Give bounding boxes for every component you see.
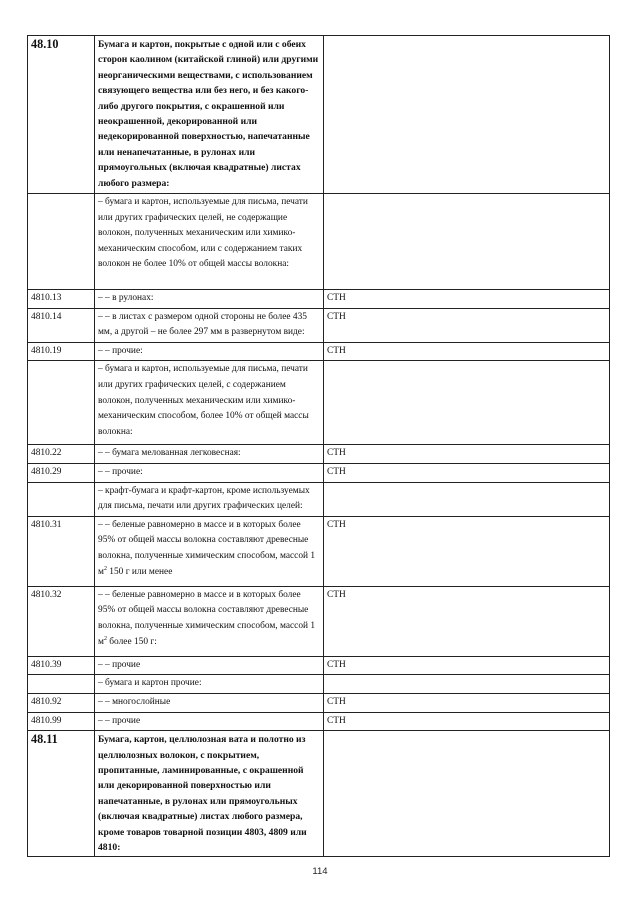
table-row bbox=[28, 675, 610, 694]
table-row bbox=[28, 731, 610, 857]
subheading-rule: СТН bbox=[324, 693, 610, 712]
superscript: 2 bbox=[103, 635, 107, 642]
table-row bbox=[28, 308, 610, 342]
table-row bbox=[28, 194, 610, 290]
subheading-description: – – многослойные bbox=[95, 693, 324, 712]
subheading-description: – крафт-бумага и крафт-картон, кроме используемых для письма, печати или других графических целей: bbox=[95, 482, 324, 516]
subheading-code: 4810.99 bbox=[28, 712, 95, 731]
subheading-rule bbox=[324, 675, 610, 694]
table-row bbox=[28, 342, 610, 361]
table-row bbox=[28, 445, 610, 464]
subheading-description: – – в листах с размером одной стороны не более 435 мм, а другой – не более 297 мм в развернутом виде: bbox=[95, 308, 324, 342]
subheading-description: – – прочие: bbox=[95, 342, 324, 361]
subheading-description: – – прочие bbox=[95, 656, 324, 675]
subheading-rule: СТН bbox=[324, 290, 610, 309]
subheading-code: 4810.14 bbox=[28, 308, 95, 342]
heading-rule bbox=[324, 36, 610, 194]
subheading-code: 4810.92 bbox=[28, 693, 95, 712]
subheading-rule bbox=[324, 194, 610, 290]
table-row bbox=[28, 361, 610, 445]
superscript: 2 bbox=[103, 565, 107, 572]
table-row bbox=[28, 516, 610, 586]
table-row bbox=[28, 36, 610, 194]
subheading-description: – – бумага мелованная легковесная: bbox=[95, 445, 324, 464]
heading-rule bbox=[324, 731, 610, 857]
subheading-code bbox=[28, 482, 95, 516]
subheading-description bbox=[95, 586, 324, 656]
heading-description: Бумага, картон, целлюлозная вата и полотно из целлюлозных волокон, с покрытием, пропитанные, ламинированные, с окрашенной или декорированной поверхностью или напечатанные, в рулонах или прямоугольных (включая квадратные) листах любого размера, кроме товаров товарной позиции 4803, 4809 или 4810: bbox=[95, 731, 324, 857]
heading-description: Бумага и картон, покрытые с одной или с обеих сторон каолином (китайской глиной) или другими неорганическими веществами, с использованием связующего вещества или без него, и без какого-либо другого покрытия, с окрашенной или неокрашенной, декорированной или недекорированной поверхностью, напечатанные или ненапечатанные, в рулонах или прямоугольных (включая квадратные) листах любого размера: bbox=[95, 36, 324, 194]
table-row bbox=[28, 290, 610, 309]
subheading-code: 4810.29 bbox=[28, 463, 95, 482]
subheading-description: – – в рулонах: bbox=[95, 290, 324, 309]
description-text: более 150 г: bbox=[106, 636, 157, 647]
description-text: – – беленые равномерно в массе и в которых более 95% от общей массы волокна составляют древесные волокна, полученные химическим способом, массой 1 м bbox=[98, 589, 316, 647]
subheading-description: – бумага и картон, используемые для письма, печати или других графических целей, с содержанием волокон, полученных механическим или химико-механическим способом, более 10% от общей массы волокна: bbox=[95, 361, 324, 445]
subheading-code: 4810.31 bbox=[28, 516, 95, 586]
subheading-rule: СТН bbox=[324, 342, 610, 361]
table-row bbox=[28, 693, 610, 712]
subheading-rule: СТН bbox=[324, 516, 610, 586]
subheading-code: 4810.22 bbox=[28, 445, 95, 464]
subheading-rule: СТН bbox=[324, 445, 610, 464]
subheading-code bbox=[28, 361, 95, 445]
table-row bbox=[28, 463, 610, 482]
description-text: 150 г или менее bbox=[106, 566, 173, 577]
table-row bbox=[28, 482, 610, 516]
subheading-code bbox=[28, 675, 95, 694]
subheading-code: 4810.19 bbox=[28, 342, 95, 361]
table-row bbox=[28, 586, 610, 656]
table-row bbox=[28, 712, 610, 731]
subheading-rule bbox=[324, 482, 610, 516]
subheading-description: – – прочие: bbox=[95, 463, 324, 482]
subheading-rule: СТН bbox=[324, 308, 610, 342]
subheading-description: – бумага и картон прочие: bbox=[95, 675, 324, 694]
subheading-code: 4810.39 bbox=[28, 656, 95, 675]
subheading-rule: СТН bbox=[324, 586, 610, 656]
tariff-table bbox=[27, 35, 610, 857]
heading-code: 48.10 bbox=[28, 36, 95, 194]
subheading-rule: СТН bbox=[324, 712, 610, 731]
heading-code: 48.11 bbox=[28, 731, 95, 857]
subheading-code bbox=[28, 194, 95, 290]
table-row bbox=[28, 656, 610, 675]
subheading-rule bbox=[324, 361, 610, 445]
subheading-description: – бумага и картон, используемые для письма, печати или других графических целей, не содержащие волокон, полученных механическим или химико-механическим способом, или с содержанием таких волокон не более 10% от общей массы волокна: bbox=[95, 194, 324, 290]
subheading-code: 4810.13 bbox=[28, 290, 95, 309]
subheading-rule: СТН bbox=[324, 463, 610, 482]
subheading-description bbox=[95, 516, 324, 586]
subheading-rule: СТН bbox=[324, 656, 610, 675]
description-text: – – беленые равномерно в массе и в которых более 95% от общей массы волокна составляют древесные волокна, полученные химическим способом, массой 1 м bbox=[98, 519, 316, 577]
page-number: 114 bbox=[312, 866, 328, 877]
subheading-code: 4810.32 bbox=[28, 586, 95, 656]
subheading-description: – – прочие bbox=[95, 712, 324, 731]
